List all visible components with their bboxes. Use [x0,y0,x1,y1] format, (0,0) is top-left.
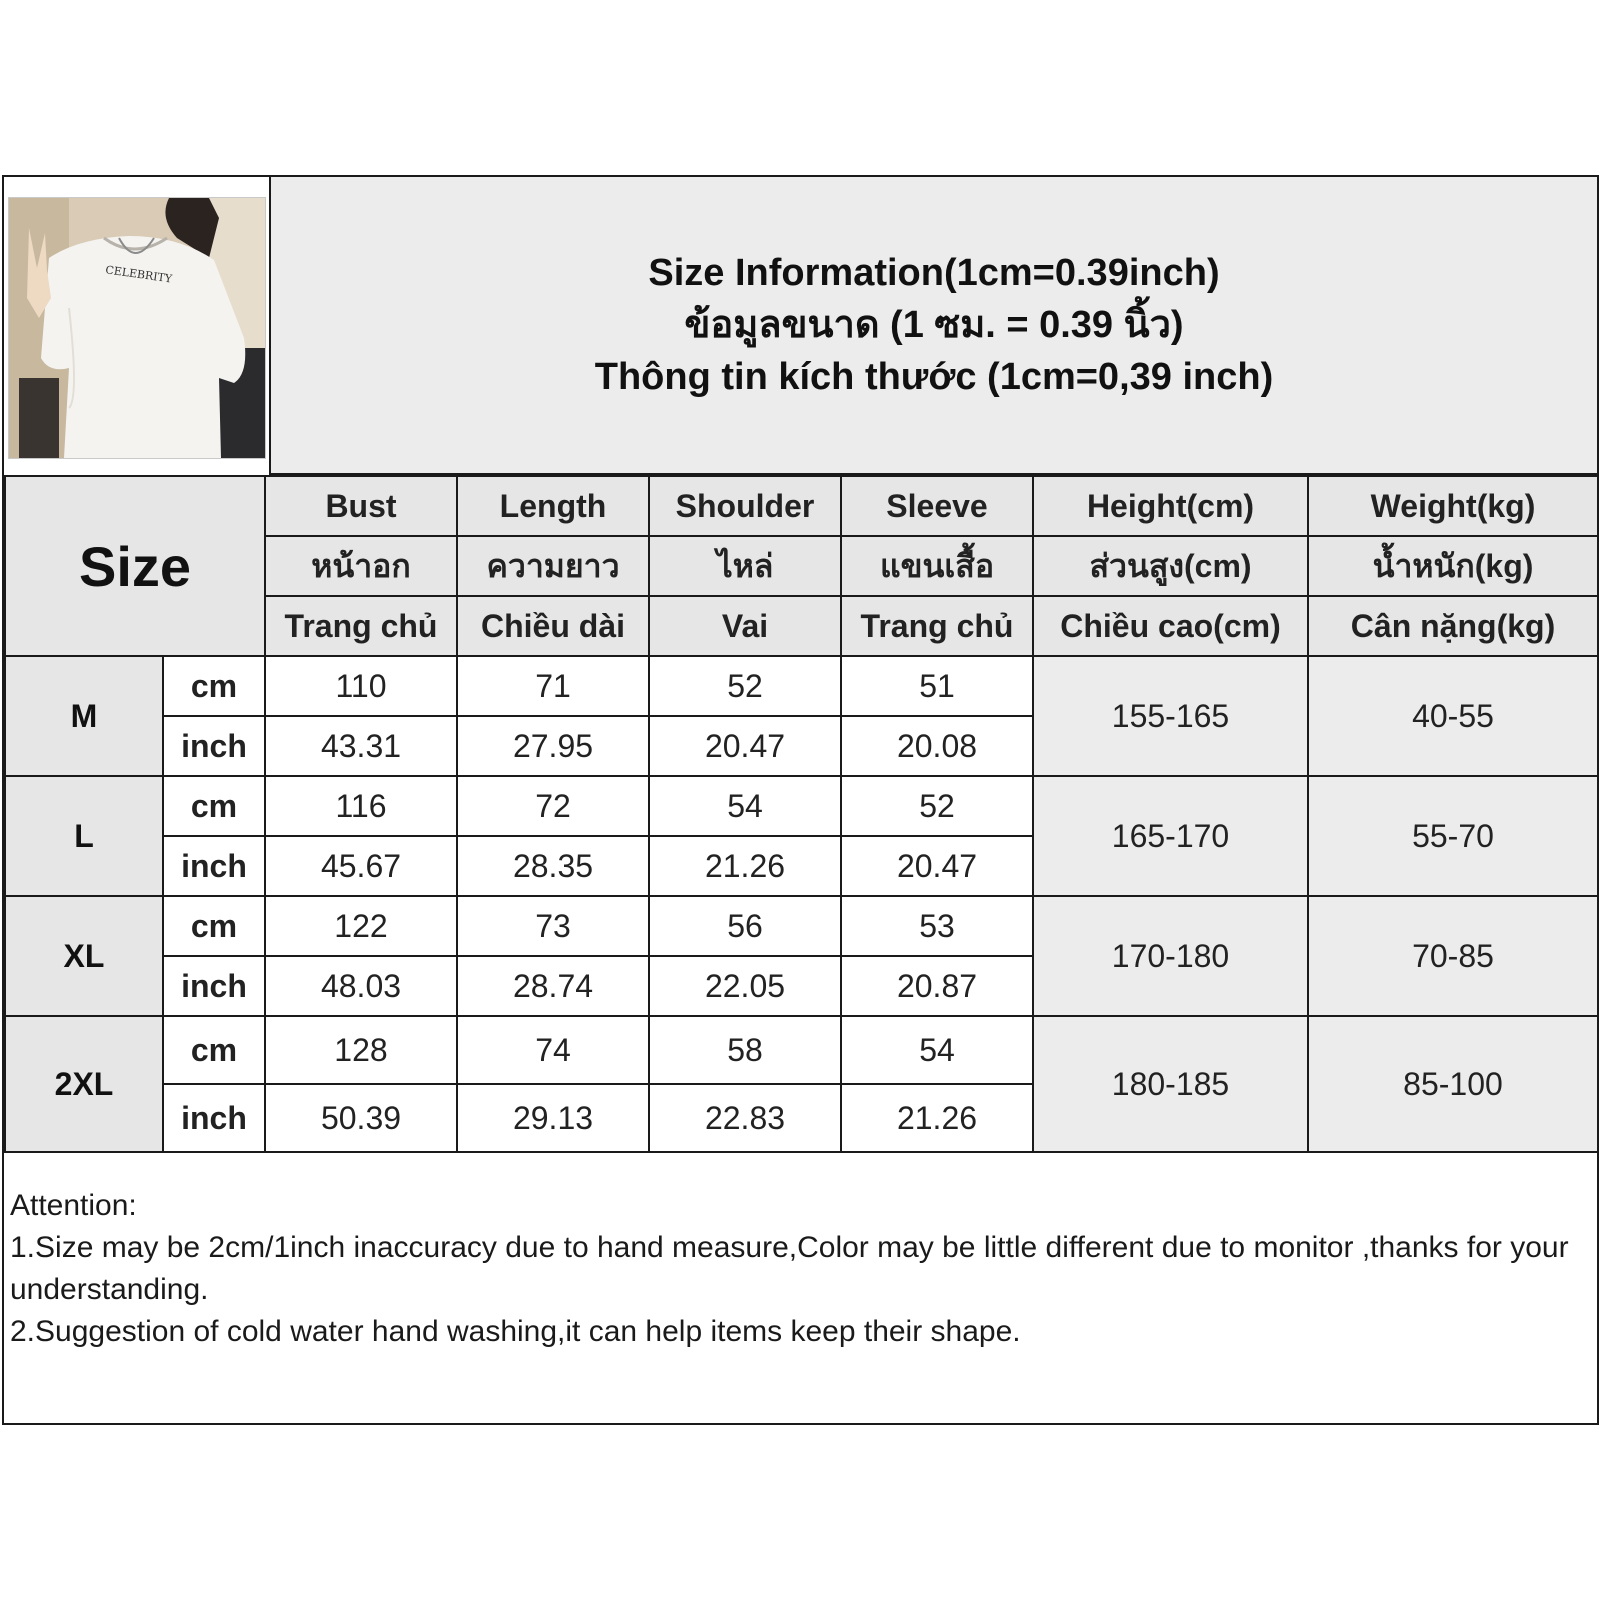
size-chart [2,175,1599,1425]
shoulder-value: 21.26 [649,836,841,896]
header-row-english [5,476,1598,536]
unit-label: inch [163,956,265,1016]
bust-value: 43.31 [265,716,457,776]
table-row [5,656,1598,716]
unit-label: inch [163,836,265,896]
size-name: M [5,656,163,776]
weight-range: 55-70 [1308,776,1598,896]
shoulder-value: 56 [649,896,841,956]
length-value: 73 [457,896,649,956]
header-shoulder-vi: Vai [649,596,841,656]
shoulder-value: 22.05 [649,956,841,1016]
size-name: 2XL [5,1016,163,1152]
length-value: 29.13 [457,1084,649,1152]
sleeve-value: 20.47 [841,836,1033,896]
title-thai: ข้อมูลขนาด (1 ซม. = 0.39 นิ้ว) [684,304,1184,346]
sleeve-value: 54 [841,1016,1033,1084]
length-value: 28.35 [457,836,649,896]
sleeve-value: 20.87 [841,956,1033,1016]
length-value: 27.95 [457,716,649,776]
sleeve-value: 53 [841,896,1033,956]
header-height-en: Height(cm) [1033,476,1308,536]
model-image [9,198,265,458]
length-value: 71 [457,656,649,716]
height-range: 155-165 [1033,656,1308,776]
unit-label: inch [163,1084,265,1152]
header-sleeve-en: Sleeve [841,476,1033,536]
bust-value: 116 [265,776,457,836]
bust-value: 45.67 [265,836,457,896]
sleeve-value: 52 [841,776,1033,836]
unit-label: cm [163,776,265,836]
shoulder-value: 22.83 [649,1084,841,1152]
header-bust-en: Bust [265,476,457,536]
header-weight-vi: Cân nặng(kg) [1308,596,1598,656]
weight-range: 85-100 [1308,1016,1598,1152]
header-length-vi: Chiều dài [457,596,649,656]
header-bust-th: หน้าอก [265,536,457,596]
sleeve-value: 51 [841,656,1033,716]
attention-note-1: 1.Size may be 2cm/1inch inaccuracy due to hand measure,Color may be little different due to monitor ,thanks for your understanding. [10,1231,1569,1306]
bust-value: 128 [265,1016,457,1084]
shoulder-value: 58 [649,1016,841,1084]
header-height-th: ส่วนสูง(cm) [1033,536,1308,596]
product-photo [8,197,266,459]
size-table [4,475,1599,1153]
unit-label: cm [163,896,265,956]
attention-heading: Attention: [10,1189,137,1222]
size-column-label: Size [5,476,265,656]
bust-value: 110 [265,656,457,716]
size-name: L [5,776,163,896]
bust-value: 122 [265,896,457,956]
header-sleeve-th: แขนเสื้อ [841,536,1033,596]
unit-label: cm [163,1016,265,1084]
header-sleeve-vi: Trang chủ [841,596,1033,656]
header-bust-vi: Trang chủ [265,596,457,656]
shirt-print: CELEBRITY [104,263,173,286]
header-weight-th: น้ำหนัก(kg) [1308,536,1598,596]
header-weight-en: Weight(kg) [1308,476,1598,536]
header-height-vi: Chiều cao(cm) [1033,596,1308,656]
weight-range: 40-55 [1308,656,1598,776]
length-value: 74 [457,1016,649,1084]
weight-range: 70-85 [1308,896,1598,1016]
header-length-th: ความยาว [457,536,649,596]
sleeve-value: 20.08 [841,716,1033,776]
attention-note-2: 2.Suggestion of cold water hand washing,it can help items keep their shape. [10,1315,1021,1348]
length-value: 28.74 [457,956,649,1016]
unit-label: inch [163,716,265,776]
height-range: 180-185 [1033,1016,1308,1152]
shoulder-value: 20.47 [649,716,841,776]
attention-notes [10,1185,1592,1353]
table-row [5,776,1598,836]
size-info-banner [269,177,1597,475]
table-row [5,1016,1598,1084]
title-vietnamese: Thông tin kích thước (1cm=0,39 inch) [594,356,1274,398]
bust-value: 48.03 [265,956,457,1016]
height-range: 170-180 [1033,896,1308,1016]
length-value: 72 [457,776,649,836]
size-name: XL [5,896,163,1016]
height-range: 165-170 [1033,776,1308,896]
shoulder-value: 52 [649,656,841,716]
header-length-en: Length [457,476,649,536]
title-english: Size Information(1cm=0.39inch) [648,252,1220,294]
unit-label: cm [163,656,265,716]
bust-value: 50.39 [265,1084,457,1152]
table-row [5,896,1598,956]
shoulder-value: 54 [649,776,841,836]
header-shoulder-en: Shoulder [649,476,841,536]
sleeve-value: 21.26 [841,1084,1033,1152]
header-shoulder-th: ไหล่ [649,536,841,596]
